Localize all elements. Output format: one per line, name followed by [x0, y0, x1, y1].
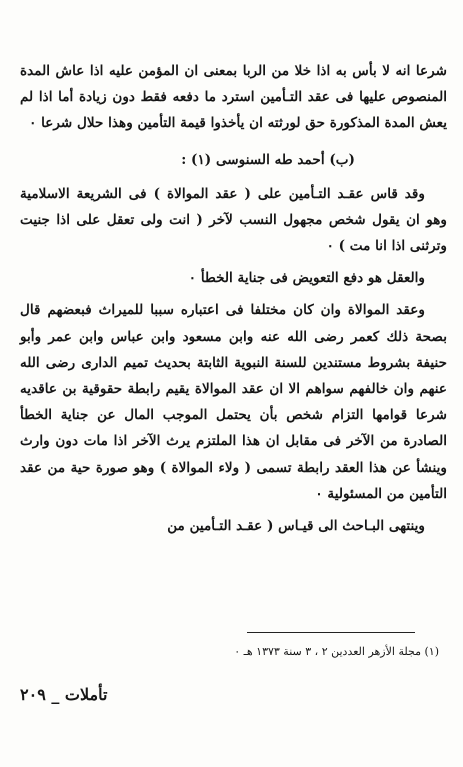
footnote: (١) مجلة الأزهر العددين ٢ ، ٣ سنة ١٣٧٣ هـ ٠: [234, 645, 439, 658]
page-footer: تأملات _ ٢٠٩: [20, 685, 108, 704]
paragraph-4: وعقد الموالاة وان كان مختلفا فى اعتباره سببا للميراث فبعضهم قال بصحة ذلك كعمر رضى الله عنه وابن مسعود وابن عباس وابن عمر وأبو حنيفة بشروط مستندين للسنة النبوية الثابتة بحديث تميم الدارى رضى الله عنهم وان خالفهم سواهم الا ان عقد الموالاة يقيم رابطة حقوقية بن عاقديه شرعا قوامها التزام شخص بأن يحتمل الموجب المال عن جناية الخطأ الصادرة من الآخر فى مقابل ان هذا الملتزم يرث الآخر اذا مات دون وارث وينشأ عن هذا العقد رابطة تسمى ( ولاء الموالاة ) وهو صورة حية من عقد التأمين من المسئولية ٠: [20, 302, 447, 502]
paragraph-2: وقد قاس عقـد التـأمين على ( عقد الموالاة ) فى الشريعة الاسلامية وهو ان يقول شخص مجهول النسب لآخر ( انت ولى تعقل على اذا جنيت وترثنى اذا انا مت ) ٠: [20, 185, 447, 255]
paragraph-1: شرعا انه لا بأس به اذا خلا من الربا بمعنى ان المؤمن عليه اذا عاش المدة المنصوص عليها فى عقد التـأمين استرد ما دفعه فقط دون زيادة أما اذا لم يعش المدة المذكورة حق لورثته ان يأخذوا قيمة التأمين وهذا حلال شرعا ٠: [20, 63, 447, 132]
paragraph-5: وينتهى البـاحث الى قيـاس ( عقـد التـأمين من: [167, 518, 425, 535]
paragraph-3: والعقل هو دفع التعويض فى جناية الخطأ ٠: [188, 270, 425, 287]
footnote-divider: [247, 632, 415, 633]
section-heading: (ب) أحمد طه السنوسى (١) :: [181, 151, 355, 168]
